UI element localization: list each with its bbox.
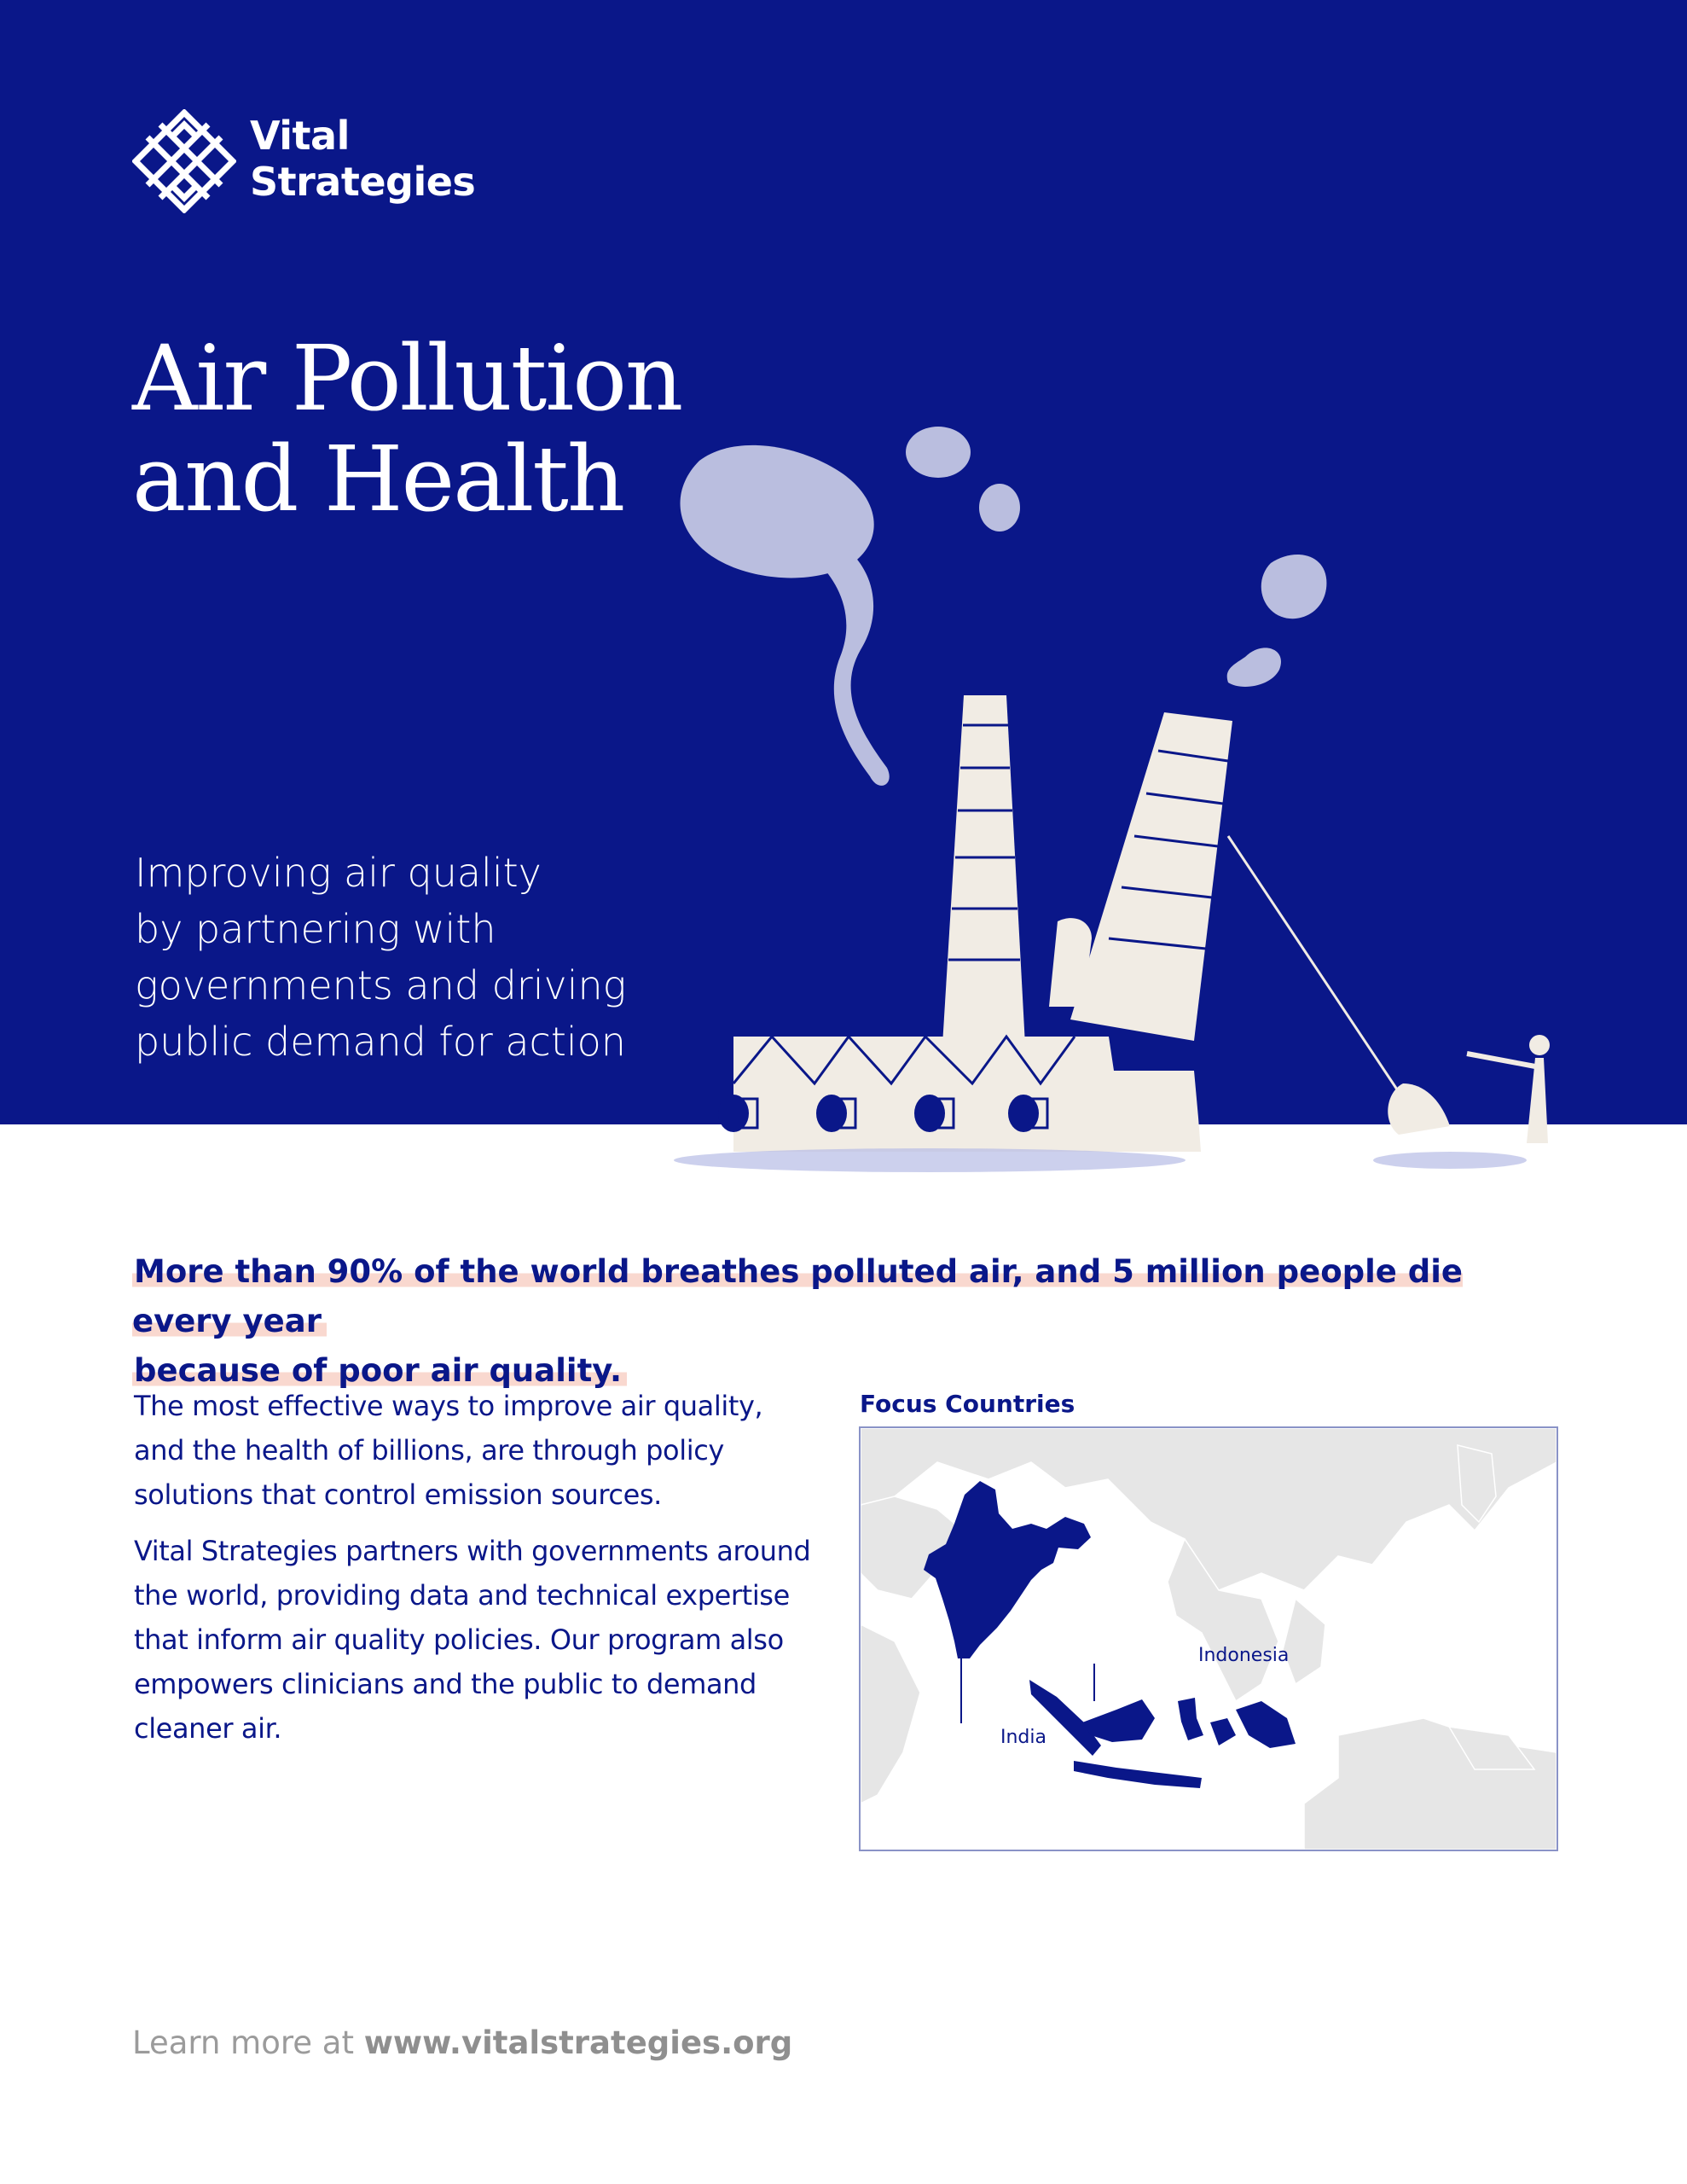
logo-line-1: Vital [250,113,350,159]
footer-prefix: Learn more at [132,2024,364,2061]
ground-shadow [674,1148,1186,1172]
subtitle-line-4: public demand for action [135,1019,626,1065]
vital-strategies-logo[interactable] [132,109,490,220]
map-graphic [861,1428,1557,1850]
subtitle-line-3: governments and driving [135,962,627,1008]
key-statistic [132,1247,1497,1396]
page-title [132,328,681,530]
title-line-1: Air Pollution [132,326,682,431]
logo-mark-icon [132,109,236,213]
body-paragraph-1: The most effective ways to improve air quality, and the health of billions, are through policy solutions that control emission sources. [134,1390,763,1511]
subtitle-line-2: by partnering with [135,906,496,952]
india-shape [924,1481,1091,1658]
title-line-2: and Health [132,427,624,531]
logo-line-2: Strategies [250,159,476,205]
body-paragraph-2: Vital Strategies partners with governments around the world, providing data and technical expertise that inform air quality policies. Our program also empowers clinicians and the public to demand cleaner air. [134,1535,811,1745]
logo-wordmark [250,113,475,205]
focus-countries-map [859,1426,1558,1851]
body-text [134,1384,816,1763]
chimney-tilted [1070,712,1399,1092]
key-stat-line-2: because of poor air quality. [132,1352,627,1389]
indonesia-shapes [1029,1680,1296,1788]
factory-building [718,1037,1201,1152]
india-label: India [1000,1727,1046,1748]
map-title: Focus Countries [860,1390,1075,1418]
key-stat-line-1: More than 90% of the world breathes polluted air, and 5 million people die every year [132,1253,1464,1339]
subtitle-line-1: Improving air quality [135,850,542,896]
footer-url-link[interactable]: www.vitalstrategies.org [363,2024,793,2061]
indonesia-label: Indonesia [1198,1645,1290,1666]
factory-illustration [631,410,1612,1203]
chimney-upright [942,695,1025,1045]
hero-subtitle [135,845,664,1070]
footer [132,2024,792,2063]
ground-shadow-2 [1373,1152,1527,1169]
